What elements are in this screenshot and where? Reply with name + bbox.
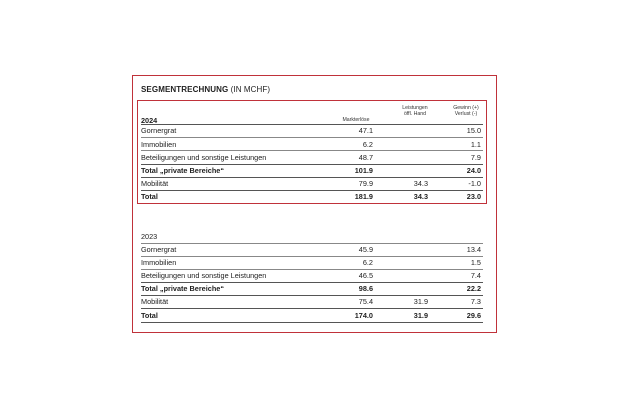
col-header-profit: Gewinn (+) Verlust (-) [453, 105, 479, 117]
table-row: Mobilität 79.9 34.3 -1.0 [141, 179, 481, 188]
table-row: Beteiligungen und sonstige Leistungen 48.7 7.9 [141, 153, 481, 162]
table-row: Gornergrat 47.1 15.0 [141, 126, 481, 135]
table-row-subtotal: Total „private Bereiche“ 101.9 24.0 [141, 166, 481, 175]
year-label-2023: 2023 [141, 232, 158, 241]
table-row: Gornergrat 45.9 13.4 [141, 245, 481, 254]
table-row-total: Total 174.0 31.9 29.6 [141, 311, 481, 320]
table-row-subtotal: Total „private Bereiche“ 98.6 22.2 [141, 284, 481, 293]
year-label-2024: 2024 [141, 116, 158, 125]
table-row-total: Total 181.9 34.3 23.0 [141, 192, 481, 201]
divider [141, 322, 483, 323]
page-title [141, 85, 270, 94]
table-row: Mobilität 75.4 31.9 7.3 [141, 297, 481, 306]
title-unit: (IN MCHF) [230, 85, 271, 94]
table-row: Immobilien 6.2 1.5 [141, 258, 481, 267]
table-row: Immobilien 6.2 1.1 [141, 140, 481, 149]
title-main: SEGMENTRECHNUNG [141, 85, 229, 94]
col-header-revenue: Markterlöse [342, 117, 370, 123]
col-header-public: Leistungen öffl. Hand [402, 105, 428, 117]
table-row: Beteiligungen und sonstige Leistungen 46.5 7.4 [141, 271, 481, 280]
